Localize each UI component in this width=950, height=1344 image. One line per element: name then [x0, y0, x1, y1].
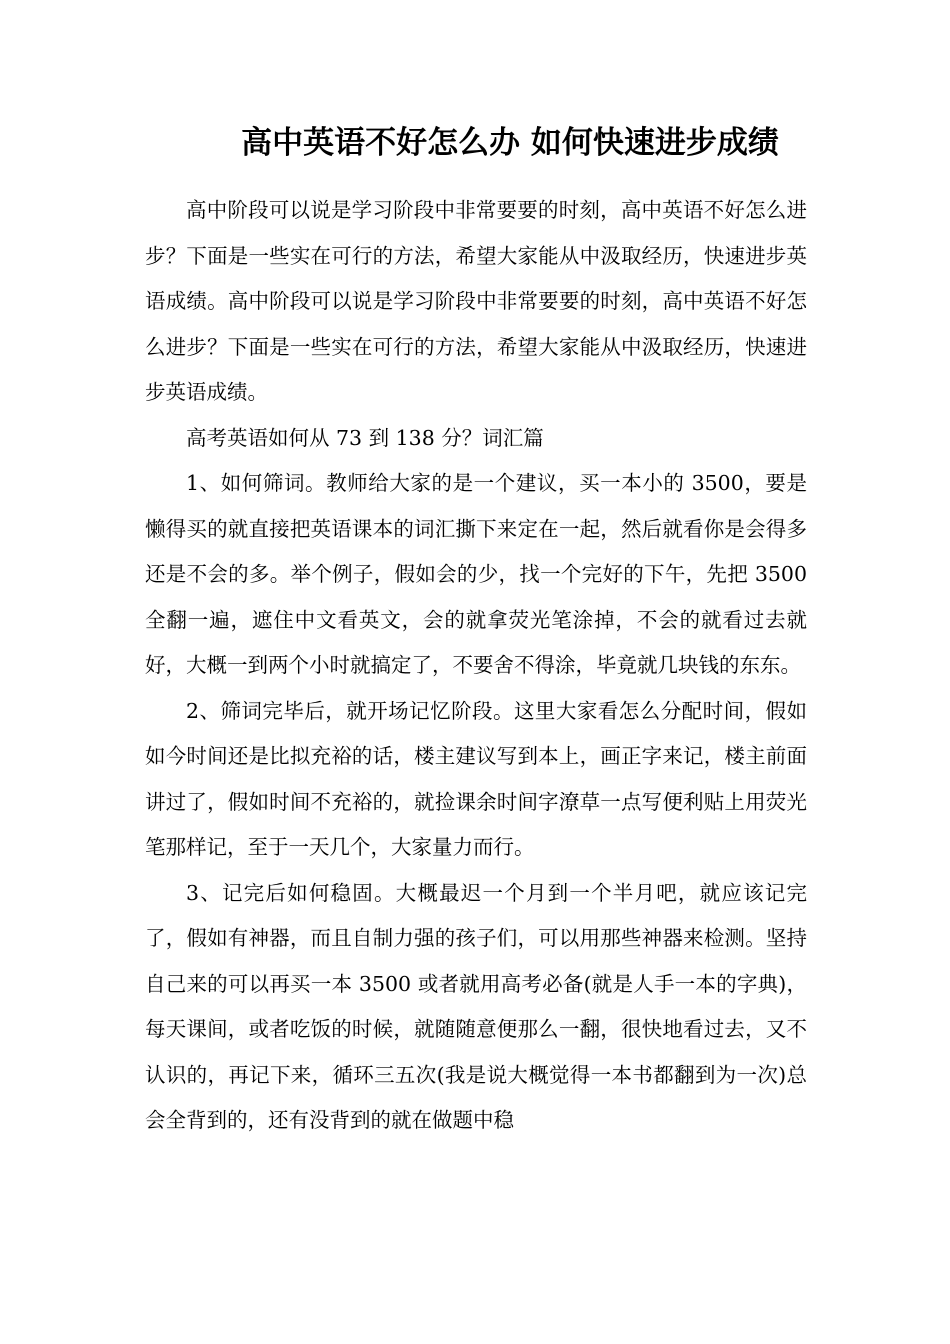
paragraph-step-3: 3、记完后如何稳固。大概最迟一个月到一个半月吧，就应该记完了，假如有神器，而且自制力强的孩子们，可以用那些神器来检测。坚持自己来的可以再买一本 3500 或者就用高考必备(就是人手一本的字典)，每天课间，或者吃饭的时候，就随随意便那么一翻，很快地看过去，又不认识的，再记下来，循环三五次(我是说大概觉得一本书都翻到为一次)总会全背到的，还有没背到的就在做题中稳 — [145, 880, 807, 1132]
paragraph-step-2: 2、筛词完毕后，就开场记忆阶段。这里大家看怎么分配时间，假如如今时间还是比拟充裕的话，楼主建议写到本上，画正字来记，楼主前面讲过了，假如时间不充裕的，就捡课余时间字潦草一点写便利贴上用荧光笔那样记，至于一天几个，大家量力而行。 — [145, 698, 807, 859]
paragraph-step-1: 1、如何筛词。教师给大家的是一个建议，买一本小的 3500，要是懒得买的就直接把英语课本的词汇撕下来定在一起，然后就看你是会得多还是不会的多。举个例子，假如会的少，找一个完好的下午，先把 3500 全翻一遍，遮住中文看英文，会的就拿荧光笔涂掉，不会的就看过去就好，大概一到两个小时就搞定了，不要舍不得涂，毕竟就几块钱的东东。 — [145, 471, 807, 677]
intro-paragraph: 高中阶段可以说是学习阶段中非常要要的时刻，高中英语不好怎么进步？下面是一些实在可行的方法，希望大家能从中汲取经历，快速进步英语成绩。高中阶段可以说是学习阶段中非常要要的时刻，高中英语不好怎么进步？下面是一些实在可行的方法，希望大家能从中汲取经历，快速进步英语成绩。 — [145, 198, 807, 404]
document-title: 高中英语不好怎么办 如何快速进步成绩 — [241, 125, 779, 161]
document-body — [145, 188, 807, 1144]
section-heading-vocabulary: 高考英语如何从 73 到 138 分？词汇篇 — [186, 425, 544, 450]
